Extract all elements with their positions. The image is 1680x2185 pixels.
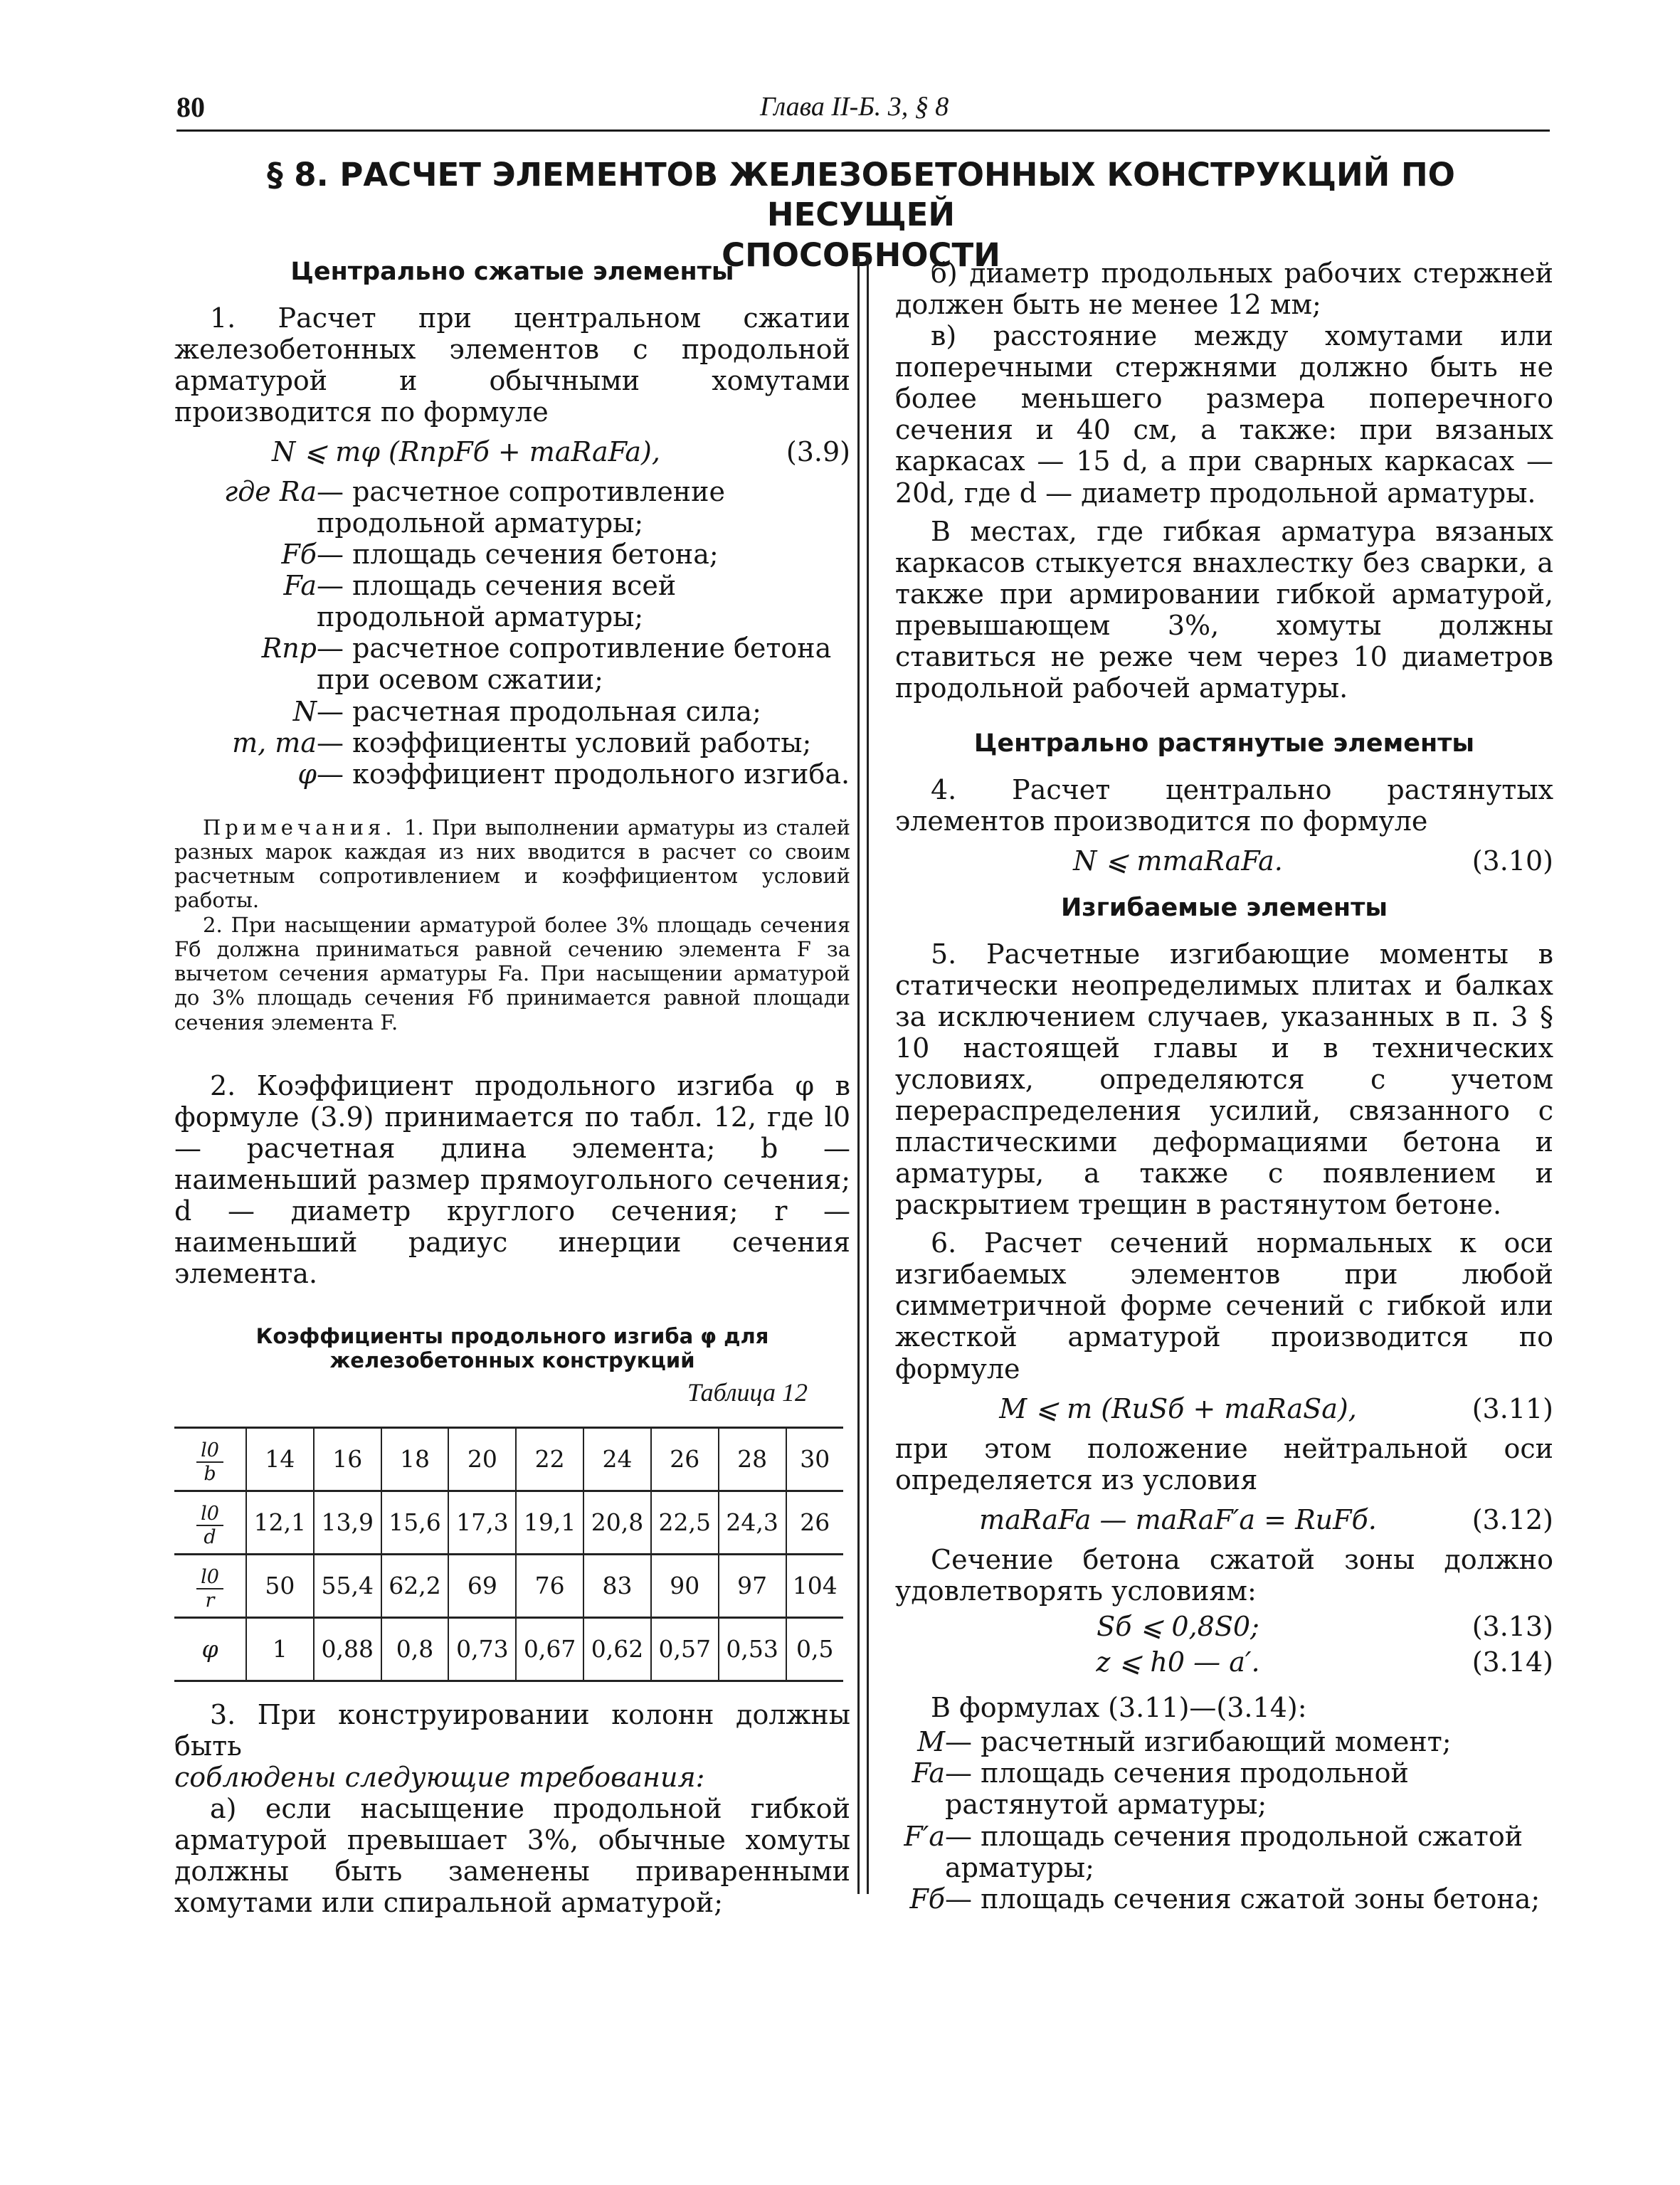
running-header (176, 85, 1550, 132)
table-label: Таблица 12 (687, 1377, 808, 1407)
definition-symbol: Rпр (261, 633, 317, 665)
definition-text: — площадь сечения продольной растянутой арматуры; (945, 1757, 1409, 1821)
table-cell: 26 (786, 1491, 844, 1554)
heading-centrally-compressed: Центрально сжатые элементы (290, 258, 734, 286)
definition-item (174, 727, 850, 758)
definition-text: — расчетное сопротивление продольной арматуры; (317, 475, 725, 539)
running-title: Глава II-Б. 3, § 8 (760, 92, 949, 122)
formula-3-14-number: (3.14) (1472, 1646, 1553, 1678)
table-cell: 0,8 (381, 1617, 449, 1681)
table-cell: 0,88 (314, 1617, 381, 1681)
formula-3-12-number: (3.12) (1472, 1503, 1553, 1535)
section-title-line2: СПОСОБНОСТИ (722, 236, 1000, 274)
table-cell: 17,3 (448, 1491, 516, 1554)
definition-text: — площадь сечения бетона; (317, 539, 719, 571)
table-cell: 0,57 (651, 1617, 719, 1681)
table-cell: 0,67 (516, 1617, 583, 1681)
definition-symbol: Fб (281, 539, 317, 571)
table-cell: 97 (719, 1554, 786, 1617)
table-cell: 55,4 (314, 1554, 381, 1617)
formula-3-10-expression: N ⩽ mmaRaFa. (1073, 845, 1283, 877)
table-cell: 16 (314, 1427, 381, 1491)
paragraph-3-continued: соблюдены следующие требования: (174, 1761, 705, 1793)
table-cell: 13,9 (314, 1491, 381, 1554)
definition-text: — расчетное сопротивление бетона при осевом сжатии; (317, 633, 832, 696)
definition-symbol: Fб (909, 1883, 945, 1915)
formula-3-12 (895, 1504, 1553, 1535)
table-cell: 22,5 (651, 1491, 719, 1554)
paragraph-neutral-axis: при этом положение нейтральной оси определяется из условия (895, 1432, 1553, 1496)
right-column (895, 258, 1553, 1915)
definition-text: — площадь сечения сжатой зоны бетона; (945, 1883, 1541, 1915)
section-title-line1: § 8. РАСЧЕТ ЭЛЕМЕНТОВ ЖЕЛЕЗОБЕТОННЫХ КОНСТРУКЦИЙ ПО НЕСУЩЕЙ (267, 156, 1455, 234)
table-cell: 62,2 (381, 1554, 449, 1617)
definition-symbol: m, ma (232, 726, 317, 758)
table-row (174, 1554, 843, 1617)
row-label: $\frac{l0}{b}$ (174, 1427, 246, 1491)
definition-symbol: M (917, 1726, 945, 1758)
formula-3-11 (895, 1393, 1553, 1424)
definition-text: — коэффициенты условий работы; (317, 726, 812, 758)
table-cell: 1 (246, 1617, 314, 1681)
table-cell: 15,6 (381, 1491, 449, 1554)
formula-3-10 (895, 845, 1553, 877)
table-row (174, 1491, 843, 1554)
definition-item (174, 570, 850, 633)
row-label: $\frac{l0}{r}$ (174, 1554, 246, 1617)
table-cell: 0,53 (719, 1617, 786, 1681)
formula-3-12-expression: maRaFa — maRaF′a = RиFб. (979, 1503, 1377, 1535)
formula-3-13 (895, 1611, 1553, 1642)
table-cell: 83 (583, 1554, 651, 1617)
definition-item (174, 696, 850, 727)
table-cell: 104 (786, 1554, 844, 1617)
table-cell: 14 (246, 1427, 314, 1491)
table-cell: 24,3 (719, 1491, 786, 1554)
table-cell: 12,1 (246, 1491, 314, 1554)
paragraph-compressed-zone: Сечение бетона сжатой зоны должно удовлетворять условиям: (895, 1543, 1553, 1607)
formula-3-10-number: (3.10) (1472, 845, 1553, 877)
buckling-coefficient-table (174, 1427, 843, 1682)
formula-3-9-number: (3.9) (786, 435, 850, 467)
table-cell: 19,1 (516, 1491, 583, 1554)
definition-symbol: N (292, 695, 317, 727)
table-cell: 0,5 (786, 1617, 844, 1681)
table-cell: 24 (583, 1427, 651, 1491)
definition-text: — коэффициент продольного изгиба. (317, 758, 850, 790)
table-cell: 69 (448, 1554, 516, 1617)
definition-item (895, 1757, 1553, 1820)
requirement-a: а) если насыщение продольной гибкой арматурой превышает 3%, обычные хомуты должны быть заменены приваренными хомутами или спиральной арматурой; (174, 1792, 850, 1919)
heading-bending-elements: Изгибаемые элементы (1061, 893, 1388, 922)
paragraph-3: 3. При конструировании колонн должны быть (174, 1698, 850, 1762)
definition-symbol: Fa (283, 570, 317, 602)
definition-item (174, 539, 850, 570)
formulas-intro: В формулах (3.11)—(3.14): (931, 1692, 1307, 1724)
table-cell: 28 (719, 1427, 786, 1491)
definition-item (174, 758, 850, 790)
table-cell: 18 (381, 1427, 449, 1491)
notes (174, 815, 850, 1035)
requirement-v: в) расстояние между хомутами или поперечными стержнями должно быть не более меньшего размера поперечного сечения и 40 см, а также: при вязаных каркасах — 15 d, а при сварных каркасах — 20d, где d — диаметр продольной арматуры. (895, 320, 1553, 509)
column-divider (857, 258, 869, 1894)
table-cell: 22 (516, 1427, 583, 1491)
definition-symbol: где Ra (224, 475, 317, 507)
formula-3-11-expression: M ⩽ m (RиSб + maRaSa), (999, 1392, 1357, 1424)
formula-3-13-number: (3.13) (1472, 1611, 1553, 1643)
table-cell: 90 (651, 1554, 719, 1617)
formula-3-13-expression: Sб ⩽ 0,8S0; (1097, 1611, 1259, 1643)
table-cell: 0,62 (583, 1617, 651, 1681)
heading-centrally-tensioned: Центрально растянутые элементы (973, 729, 1475, 758)
table-cell: 76 (516, 1554, 583, 1617)
table-cell: 26 (651, 1427, 719, 1491)
table-cell: 0,73 (448, 1617, 516, 1681)
definition-item (174, 476, 850, 539)
symbol-definitions (174, 476, 850, 790)
paragraph-1: 1. Расчет при центральном сжатии железобетонных элементов с продольной арматурой и обычными хомутами производится по формуле (174, 302, 850, 428)
definition-symbol: Fa (912, 1757, 945, 1789)
page-number: 80 (176, 91, 205, 123)
paragraph-6: 6. Расчет сечений нормальных к оси изгибаемых элементов при любой симметричной форме сечений с гибкой или жесткой арматурой производится по формуле (895, 1227, 1553, 1385)
formula-symbol-definitions (895, 1726, 1553, 1914)
table-cell: 30 (786, 1427, 844, 1491)
definition-item (895, 1821, 1553, 1883)
definition-symbol: φ (297, 758, 317, 790)
definition-symbol: F′a (904, 1820, 945, 1852)
definition-text: — площадь сечения продольной сжатой арматуры; (945, 1820, 1523, 1883)
definition-item (174, 633, 850, 695)
note-2: 2. При насыщении арматурой более 3% площадь сечения Fб должна приниматься равной сечению элемента F за вычетом сечения арматуры Fa. При насыщении арматурой до 3% площадь сечения Fб принимается равной площади сечения элемента F. (174, 912, 850, 1035)
formula-3-14 (895, 1646, 1553, 1678)
definition-text: — расчетный изгибающий момент; (945, 1726, 1452, 1758)
definition-text: — расчетная продольная сила; (317, 695, 761, 727)
notes-label: Примечания. (203, 815, 396, 840)
paragraph-splices: В местах, где гибкая арматура вязаных каркасов стыкуется внахлестку без сварки, а также при армировании гибкой арматурой, превышающем 3%, хомуты должны ставиться не реже чем через 10 диаметров продольной рабочей арматуры. (895, 515, 1553, 704)
paragraph-4: 4. Расчет центрально растянутых элементов производится по формуле (895, 773, 1553, 837)
formula-3-14-expression: z ⩽ h0 — a′. (1096, 1646, 1260, 1678)
formula-3-11-number: (3.11) (1472, 1392, 1553, 1424)
table-cell: 20 (448, 1427, 516, 1491)
note-1: 1. При выполнении арматуры из сталей разных марок каждая из них вводится в расчет со своим расчетным сопротивлением и коэффициентом условий работы. (174, 815, 851, 913)
left-column (174, 258, 850, 1918)
table-row (174, 1617, 843, 1681)
requirement-b: б) диаметр продольных рабочих стержней должен быть не менее 12 мм; (895, 258, 1553, 321)
paragraph-2: 2. Коэффициент продольного изгиба φ в формуле (3.9) принимается по табл. 12, где l0— расчетная длина элемента; b — наименьший размер прямоугольного сечения; d — диаметр круглого сечения; r — наименьший радиус инерции сечения элемента. (174, 1069, 850, 1290)
formula-3-9 (174, 436, 850, 467)
table-cell: 50 (246, 1554, 314, 1617)
table-caption: Коэффициенты продольного изгиба φ для железобетонных конструкций (255, 1324, 769, 1372)
table-cell: 20,8 (583, 1491, 651, 1554)
definition-text: — площадь сечения всей продольной арматуры; (317, 570, 677, 633)
table-row (174, 1427, 843, 1491)
paragraph-5: 5. Расчетные изгибающие моменты в статически неопределимых плитах и балках за исключением случаев, указанных в п. 3 § 10 настоящей главы и в технических условиях, определяются с учетом перераспределения усилий, связанного с пластическими деформациями бетона и арматуры, а также с появлением и раскрытием трещин в растянутом бетоне. (895, 938, 1553, 1221)
definition-item (895, 1726, 1553, 1757)
row-label: φ (201, 1634, 218, 1663)
formula-3-9-expression: N ⩽ mφ (RпрFб + maRaFa), (272, 435, 660, 467)
row-label: $\frac{l0}{d}$ (174, 1491, 246, 1554)
definition-item (895, 1883, 1553, 1915)
